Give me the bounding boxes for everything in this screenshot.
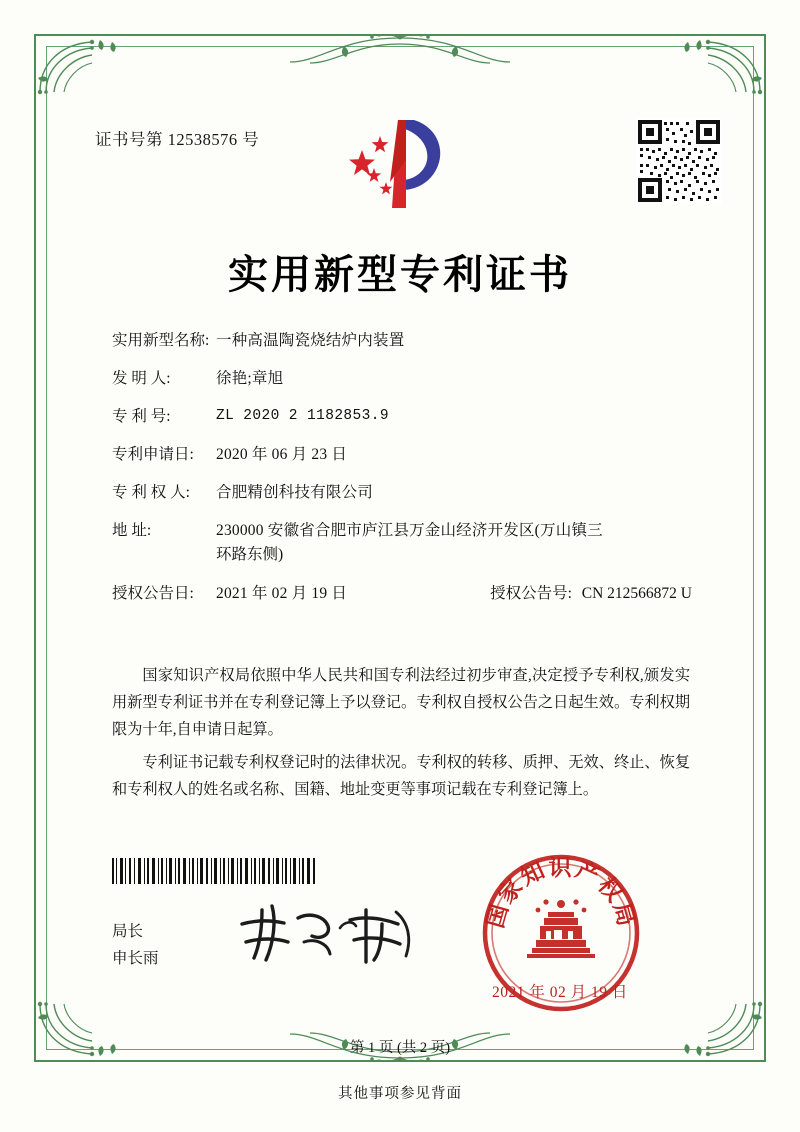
svg-text:国家知识产权局: 国家知识产权局	[482, 854, 640, 931]
field-label: 专 利 号:	[112, 408, 171, 425]
barcode-icon	[112, 858, 318, 884]
announcement-date-value: 2021 年 02 月 19 日	[216, 585, 348, 602]
footer-note: 其他事项参见背面	[338, 1086, 462, 1102]
field-label: 专 利 权 人:	[112, 484, 190, 501]
field-label: 发 明 人:	[112, 370, 171, 387]
page-title: 实用新型专利证书	[228, 252, 572, 297]
page-indicator: 第 1 页 (共 2 页)	[349, 1040, 451, 1056]
field-value: 230000 安徽省合肥市庐江县万金山经济开发区(万山镇三	[216, 522, 603, 539]
signature-name: 申长雨	[112, 950, 159, 968]
field-value: 徐艳;章旭	[216, 370, 284, 387]
field-value: 一种高温陶瓷烧结炉内装置	[216, 332, 405, 349]
field-label: 实用新型名称:	[112, 332, 210, 349]
cnipa-logo-icon	[340, 112, 465, 224]
field-value-continued: 环路东侧)	[216, 545, 284, 563]
field-grant-row	[112, 586, 692, 602]
field-list	[112, 333, 692, 624]
paragraph-1: 国家知识产权局依照中华人民共和国专利法经过初步审查,决定授予专利权,颁发实用新型专利证书并在专利登记簿上予以登记。专利权自授权公告之日起生效。专利权期限为十年,自申请日起算。	[112, 667, 690, 739]
qr-code-icon	[636, 118, 722, 204]
signature-role-label: 局长	[112, 923, 144, 940]
field-inventor	[112, 371, 692, 387]
announcement-date-label: 授权公告日:	[112, 585, 194, 602]
field-utility-model-name	[112, 333, 692, 349]
signature-block	[112, 918, 159, 972]
field-value: 合肥精创科技有限公司	[216, 484, 374, 501]
field-application-date	[112, 447, 692, 463]
legal-text	[112, 662, 690, 809]
certificate-number: 证书号第 12538576 号	[95, 130, 260, 149]
handwritten-signature-icon	[232, 898, 422, 970]
field-value: 2020 年 06 月 23 日	[216, 446, 348, 463]
announcement-number-value: CN 212566872 U	[581, 585, 692, 602]
field-value: ZL 2020 2 1182853.9	[216, 408, 389, 424]
seal-date: 2021 年 02 月 19 日	[492, 984, 628, 1001]
announcement-number-label: 授权公告号:	[490, 585, 572, 602]
field-label: 地 址:	[112, 522, 152, 539]
field-label: 专利申请日:	[112, 446, 194, 463]
field-address	[112, 523, 692, 562]
paragraph-2: 专利证书记载专利权登记时的法律状况。专利权的转移、质押、无效、终止、恢复和专利权人的姓名或名称、国籍、地址变更等事项记载在专利登记簿上。	[112, 754, 690, 799]
field-patentee	[112, 485, 692, 501]
field-patent-number	[112, 409, 692, 425]
